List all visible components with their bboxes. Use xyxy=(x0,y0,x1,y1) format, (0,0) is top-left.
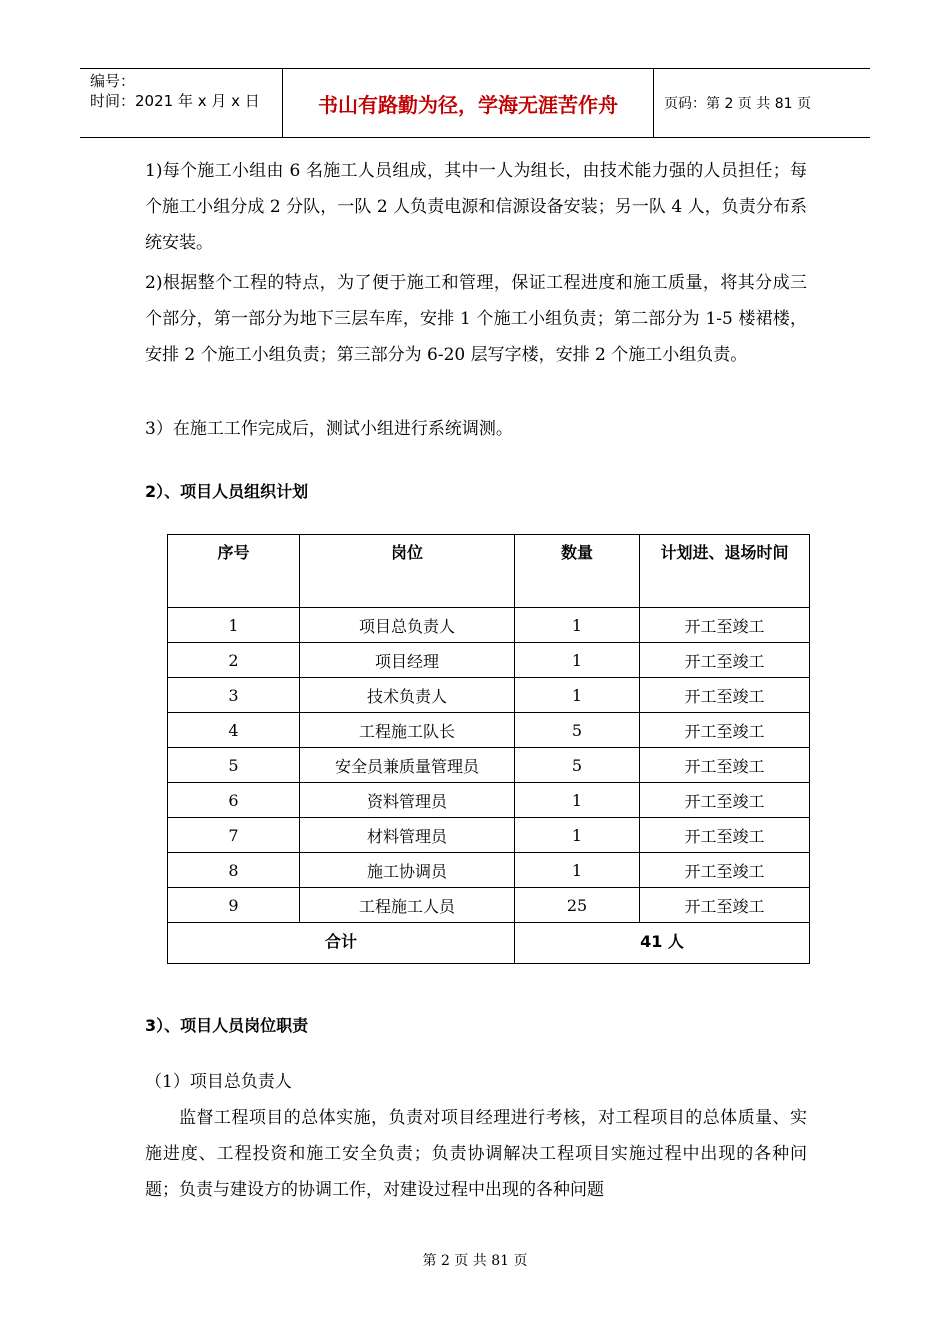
header-motto: 书山有路勤为径，学海无涯苦作舟 xyxy=(283,69,654,137)
cell-index: 8 xyxy=(168,853,300,888)
cell-index: 4 xyxy=(168,713,300,748)
paragraph-2: 2)根据整个工程的特点，为了便于施工和管理，保证工程进度和施工质量，将其分成三个部分，第一部分为地下三层车库，安排 1 个施工小组负责；第二部分为 1-5 楼裙楼，安排 2 个施工小组负责；第三部分为 6-20 层写字楼，安排 2 个施工小组负责。 xyxy=(145,273,807,365)
cell-schedule: 开工至竣工 xyxy=(640,818,810,853)
total-value: 41 人 xyxy=(515,923,810,964)
section-3-title: 3）、项目人员岗位职责 xyxy=(145,1016,309,1035)
cell-quantity: 5 xyxy=(515,748,640,783)
cell-index: 2 xyxy=(168,643,300,678)
cell-quantity: 1 xyxy=(515,818,640,853)
table-header-row xyxy=(168,535,810,608)
cell-quantity: 1 xyxy=(515,678,640,713)
header-cell-quantity: 数量 xyxy=(515,535,640,608)
table-row xyxy=(168,643,810,678)
cell-position: 安全员兼质量管理员 xyxy=(300,748,515,783)
header-cell-schedule: 计划进、退场时间 xyxy=(640,535,810,608)
cell-schedule: 开工至竣工 xyxy=(640,713,810,748)
cell-schedule: 开工至竣工 xyxy=(640,888,810,923)
table-row xyxy=(168,853,810,888)
cell-quantity: 1 xyxy=(515,608,640,643)
table-total-row xyxy=(168,923,810,964)
header-page-info: 页码：第 2 页 共 81 页 xyxy=(664,96,811,112)
cell-position: 施工协调员 xyxy=(300,853,515,888)
cell-index: 1 xyxy=(168,608,300,643)
cell-position: 工程施工队长 xyxy=(300,713,515,748)
cell-schedule: 开工至竣工 xyxy=(640,678,810,713)
header-meta xyxy=(80,69,283,137)
cell-index: 9 xyxy=(168,888,300,923)
cell-position: 技术负责人 xyxy=(300,678,515,713)
paragraph-3: 3）在施工工作完成后，测试小组进行系统调测。 xyxy=(145,419,513,439)
table-row xyxy=(168,713,810,748)
cell-quantity: 5 xyxy=(515,713,640,748)
table-row xyxy=(168,783,810,818)
header-cell-index: 序号 xyxy=(168,535,300,608)
cell-schedule: 开工至竣工 xyxy=(640,853,810,888)
section-3-body: 监督工程项目的总体实施，负责对项目经理进行考核，对工程项目的总体质量、实施进度、工程投资和施工安全负责；负责协调解决工程项目实施过程中出现的各种问题；负责与建设方的协调工作，对建设过程中出现的各种问题 xyxy=(145,1108,807,1200)
cell-position: 项目经理 xyxy=(300,643,515,678)
table-row xyxy=(168,818,810,853)
header-cell-position: 岗位 xyxy=(300,535,515,608)
cell-position: 项目总负责人 xyxy=(300,608,515,643)
cell-index: 7 xyxy=(168,818,300,853)
cell-schedule: 开工至竣工 xyxy=(640,643,810,678)
cell-schedule: 开工至竣工 xyxy=(640,783,810,818)
cell-index: 3 xyxy=(168,678,300,713)
header-time-label: 时间：2021 年 x 月 x 日 xyxy=(90,92,260,110)
cell-quantity: 1 xyxy=(515,643,640,678)
staff-plan-table xyxy=(167,534,810,964)
cell-position: 资料管理员 xyxy=(300,783,515,818)
cell-quantity: 1 xyxy=(515,853,640,888)
cell-position: 材料管理员 xyxy=(300,818,515,853)
paragraph-1: 1)每个施工小组由 6 名施工人员组成，其中一人为组长，由技术能力强的人员担任；每个施工小组分成 2 分队，一队 2 人负责电源和信源设备安装；另一队 4 人，负责分布系统安装。 xyxy=(145,161,807,253)
cell-quantity: 1 xyxy=(515,783,640,818)
table-row xyxy=(168,748,810,783)
page-header xyxy=(80,68,870,138)
page-footer: 第 2 页 共 81 页 xyxy=(422,1253,528,1269)
cell-schedule: 开工至竣工 xyxy=(640,748,810,783)
cell-schedule: 开工至竣工 xyxy=(640,608,810,643)
table-row xyxy=(168,608,810,643)
section-3-subtitle: （1）项目总负责人 xyxy=(145,1072,292,1092)
header-number-label: 编号： xyxy=(90,72,136,90)
cell-position: 工程施工人员 xyxy=(300,888,515,923)
table-row xyxy=(168,678,810,713)
cell-index: 6 xyxy=(168,783,300,818)
cell-index: 5 xyxy=(168,748,300,783)
total-label: 合计 xyxy=(168,923,515,964)
cell-quantity: 25 xyxy=(515,888,640,923)
section-2-title: 2）、项目人员组织计划 xyxy=(145,482,309,501)
table-row xyxy=(168,888,810,923)
